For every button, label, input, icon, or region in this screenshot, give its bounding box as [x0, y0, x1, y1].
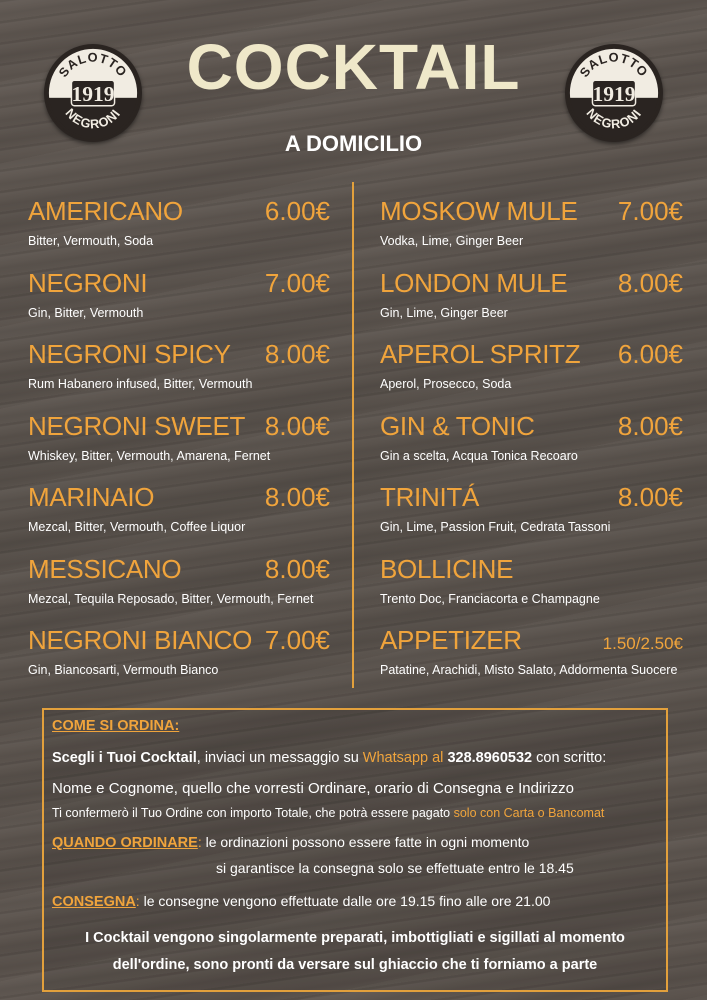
menu-item-name: APPETIZER [380, 625, 522, 655]
logo-year: 1919 [71, 81, 115, 106]
menu-item [380, 554, 683, 626]
menu-item-price: 6.00€ [617, 339, 683, 369]
menu-item-ingredients: Patatine, Arachidi, Misto Salato, Addormenta Suocere [380, 663, 678, 677]
menu-item-price: 7.00€ [264, 625, 330, 655]
menu-item-price: 8.00€ [617, 410, 683, 441]
menu-item-name: AMERICANO [28, 196, 183, 226]
menu-item-price: 8.00€ [617, 267, 683, 298]
order-confirmation-line: Ti confermerò il Tuo Ordine con importo Totale, che potrà essere pagato solo con Carta o Bancomat [52, 806, 605, 820]
menu-item-price: 8.00€ [617, 482, 683, 512]
menu-item-price: 8.00€ [264, 482, 330, 512]
menu-item [380, 411, 683, 483]
menu-item [380, 482, 683, 554]
menu-item-ingredients: Aperol, Prosecco, Soda [380, 377, 512, 391]
menu-item-ingredients: Rum Habanero infused, Bitter, Vermouth [28, 377, 253, 391]
menu-item-name: MARINAIO [28, 482, 155, 512]
order-required-details: Nome e Cognome, quello che vorresti Ordinare, orario di Consegna e Indirizzo [52, 780, 574, 797]
order-heading: COME SI ORDINA: [52, 718, 180, 734]
menu-item-name: TRINITÁ [380, 482, 480, 512]
menu-item [380, 196, 683, 268]
preparation-note-line-1: I Cocktail vengono singolarmente preparati, imbottigliati e sigillati al momento [85, 930, 625, 946]
menu-item-name: NEGRONI BIANCO [28, 625, 253, 655]
preparation-note-line-2: dell'ordine, sono pronti da versare sul ghiaccio che ti forniamo a parte [112, 957, 598, 973]
menu-item-name: APEROL SPRITZ [380, 339, 581, 369]
delivery-cutoff-line: si garantisce la consegna solo se effettuate entro le 18.45 [216, 860, 574, 876]
menu-item [28, 554, 330, 626]
menu-item-ingredients: Gin, Bitter, Vermouth [28, 305, 144, 320]
menu-column-right [380, 196, 683, 697]
delivery-hours-line: CONSEGNA: le consegne vengono effettuate dalle ore 19.15 fino alle ore 21.00 [52, 893, 551, 910]
logo-year: 1919 [592, 81, 636, 106]
menu-item-name: NEGRONI SWEET [28, 410, 246, 441]
page-subtitle: A DOMICILIO [284, 131, 423, 156]
menu-item-name: LONDON MULE [380, 267, 568, 298]
page-title: COCKTAIL [186, 31, 521, 103]
menu-item [380, 268, 683, 340]
menu-item-name: MESSICANO [28, 553, 182, 584]
menu-item [28, 625, 330, 697]
menu-item-ingredients: Vodka, Lime, Ginger Beer [380, 234, 524, 248]
ordering-info-box [42, 708, 668, 992]
menu-item-price: 1.50/2.50€ [602, 634, 683, 653]
menu-item [380, 339, 683, 411]
menu-item-ingredients: Mezcal, Tequila Reposado, Bitter, Vermouth, Fernet [28, 591, 314, 606]
logo-bottom-text: NEGRONI [62, 105, 124, 132]
menu-item-price: 7.00€ [264, 267, 330, 298]
menu-item-price: 6.00€ [264, 196, 330, 226]
menu-item-name: GIN & TONIC [380, 410, 535, 441]
menu-item [380, 625, 683, 697]
menu-item-price: 8.00€ [264, 339, 330, 369]
menu-item-ingredients: Gin a scelta, Acqua Tonica Recoaro [380, 448, 578, 463]
menu-item-name: BOLLICINE [380, 553, 514, 584]
menu-item-ingredients: Mezcal, Bitter, Vermouth, Coffee Liquor [28, 520, 246, 534]
when-to-order-line: QUANDO ORDINARE: le ordinazioni possono essere fatte in ogni momento [52, 834, 530, 851]
menu-item-name: NEGRONI SPICY [28, 339, 231, 369]
menu-item-ingredients: Bitter, Vermouth, Soda [28, 234, 154, 248]
order-instructions-line: Scegli i Tuoi Cocktail, inviaci un messaggio su Whatsapp al 328.8960532 con scritto: [52, 750, 607, 766]
menu-item-price: 8.00€ [264, 553, 330, 584]
menu-column-left [28, 196, 330, 697]
menu-item-ingredients: Trento Doc, Franciacorta e Champagne [380, 591, 600, 606]
menu-item [28, 196, 330, 268]
menu-item [28, 339, 330, 411]
menu-item-ingredients: Gin, Lime, Passion Fruit, Cedrata Tassoni [380, 520, 611, 534]
column-divider [352, 182, 354, 688]
menu-item [28, 268, 330, 340]
menu-item-ingredients: Gin, Biancosarti, Vermouth Bianco [28, 663, 219, 677]
menu-item-ingredients: Whiskey, Bitter, Vermouth, Amarena, Fernet [28, 448, 271, 463]
logo-top-text: SALOTTO [55, 49, 131, 80]
menu-item-price: 8.00€ [264, 410, 330, 441]
logo-top-text: SALOTTO [576, 49, 652, 80]
menu-item-name: NEGRONI [28, 267, 148, 298]
logo-bottom-text: NEGRONI [583, 105, 645, 132]
menu-item [28, 482, 330, 554]
menu-item-ingredients: Gin, Lime, Ginger Beer [380, 305, 508, 320]
menu-item-name: MOSKOW MULE [380, 196, 578, 226]
menu-item [28, 411, 330, 483]
menu-item-price: 7.00€ [617, 196, 683, 226]
